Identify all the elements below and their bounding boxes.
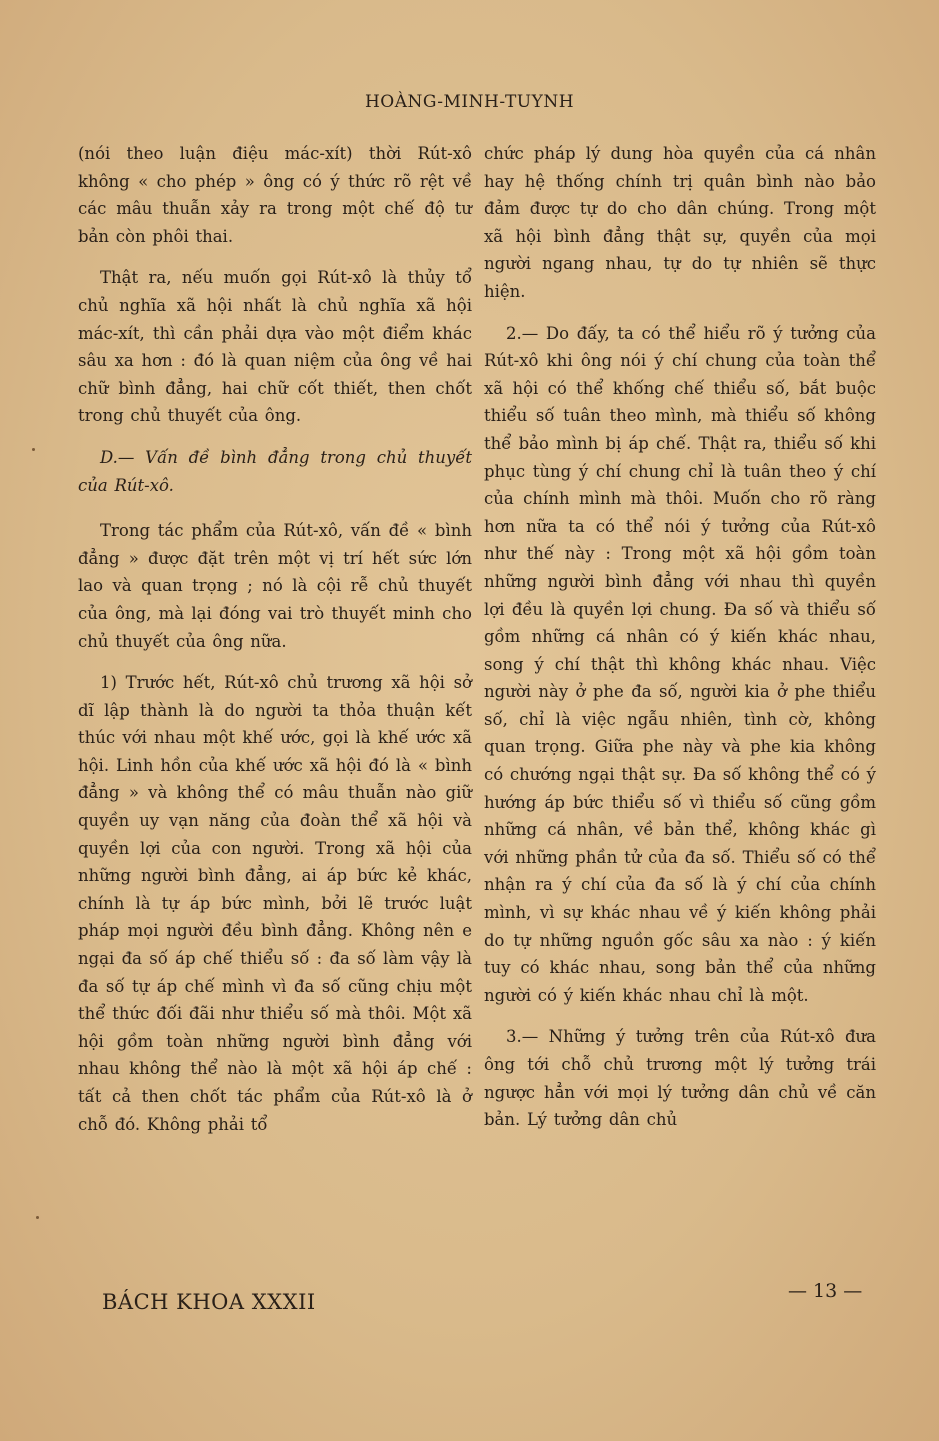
paragraph: 2.— Do đấy, ta có thể hiểu rõ ý tưởng của Rút-xô khi ông nói ý chí chung của toàn thể xã hội có thể khống chế thiểu số, bắt buộc thiểu số tuân theo mình, mà thiểu số không thể bảo mình bị áp chế. Thật ra, thiểu số khi phục tùng ý chí chung chỉ là tuân theo ý chí của chính mình mà thôi. Muốn cho rõ ràng hơn nữa ta có thể nói ý tưởng của Rút-xô như thế này : Trong một xã hội gồm toàn những người bình đẳng với nhau thì quyền lợi đều là quyền lợi chung. Đa số và thiểu số gồm những cá nhân có ý kiến khác nhau, song ý chí thật thì không khác nhau. Việc người này ở phe đa số, người kia ở phe thiểu số, chỉ là việc ngẫu nhiên, tình cờ, không quan trọng. Giữa phe này và phe kia không có chướng ngại thật sự. Đa số không thể có ý hướng áp bức thiểu số vì thiểu số cũng gồm những cá nhân, về bản thể, không khác gì với những phần tử của đa số. Thiểu số có thể nhận ra ý chí của đa số là ý chí của chính mình, vì sự khác nhau về ý kiến không phải do tự những nguồn gốc sâu xa nào : ý kiến tuy có khác nhau, song bản thể của những người có ý kiến khác nhau chỉ là một.: [484, 323, 876, 1005]
paper-speck: [36, 1216, 39, 1219]
section-heading: D.— Vấn đề bình đẳng trong chủ thuyết của Rút-xô.: [78, 447, 472, 495]
publication-title: BÁCH KHOA XXXII: [102, 1290, 316, 1314]
left-column: [78, 140, 472, 1152]
paragraph: Thật ra, nếu muốn gọi Rút-xô là thủy tổ chủ nghĩa xã hội nhất là chủ nghĩa xã hội mác-xít, thì cần phải dựa vào một điểm khác sâu xa hơn : đó là quan niệm của ông về hai chữ bình đẳng, hai chữ cốt thiết, then chốt trong chủ thuyết của ông.: [78, 268, 472, 426]
page-number: — 13 —: [788, 1280, 863, 1302]
paragraph: Trong tác phẩm của Rút-xô, vấn đề « bình đẳng » được đặt trên một vị trí hết sức lớn lao và quan trọng ; nó là cội rễ chủ thuyết của ông, mà lại đóng vai trò thuyết minh cho chủ thuyết của ông nữa.: [78, 521, 472, 651]
paragraph: chức pháp lý dung hòa quyền của cá nhân hay hệ thống chính trị quân bình nào bảo đảm được tự do cho dân chúng. Trong một xã hội bình đẳng thật sự, quyền của mọi người ngang nhau, tự do tự nhiên sẽ thực hiện.: [484, 144, 876, 301]
running-head: HOÀNG-MINH-TUYNH: [364, 92, 575, 112]
paper-speck: [32, 448, 35, 451]
right-column: [484, 140, 876, 1148]
paragraph: (nói theo luận điệu mác-xít) thời Rút-xô không « cho phép » ông có ý thức rõ rệt về các mâu thuẫn xảy ra trong một chế độ tư bản còn phôi thai.: [78, 144, 472, 246]
paragraph: 3.— Những ý tưởng trên của Rút-xô đưa ông tới chỗ chủ trương một lý tưởng trái ngược hẳn với mọi lý tưởng dân chủ về căn bản. Lý tưởng dân chủ: [484, 1027, 876, 1130]
paragraph: 1) Trước hết, Rút-xô chủ trương xã hội sở dĩ lập thành là do người ta thỏa thuận kết thúc với nhau một khế ước, gọi là khế ước xã hội. Linh hồn của khế ước xã hội đó là « bình đẳng » và không thể có mâu thuẫn nào giữ quyền uy vạn năng của đoàn thể xã hội và quyền lợi của con người. Trong xã hội của những người bình đẳng, ai áp bức kẻ khác, chính là tự áp bức mình, bởi lẽ trước luật pháp mọi người đều bình đẳng. Không nên e ngại đa số áp chế thiểu số : đa số làm vậy là đa số tự áp chế mình vì đa số cũng chịu một thể thức đối đãi như thiểu số mà thôi. Một xã hội gồm toàn những người bình đẳng với nhau không thể nào là một xã hội áp chế : tất cả then chốt tác phẩm của Rút-xô là ở chỗ đó. Không phải tổ: [78, 673, 472, 1134]
